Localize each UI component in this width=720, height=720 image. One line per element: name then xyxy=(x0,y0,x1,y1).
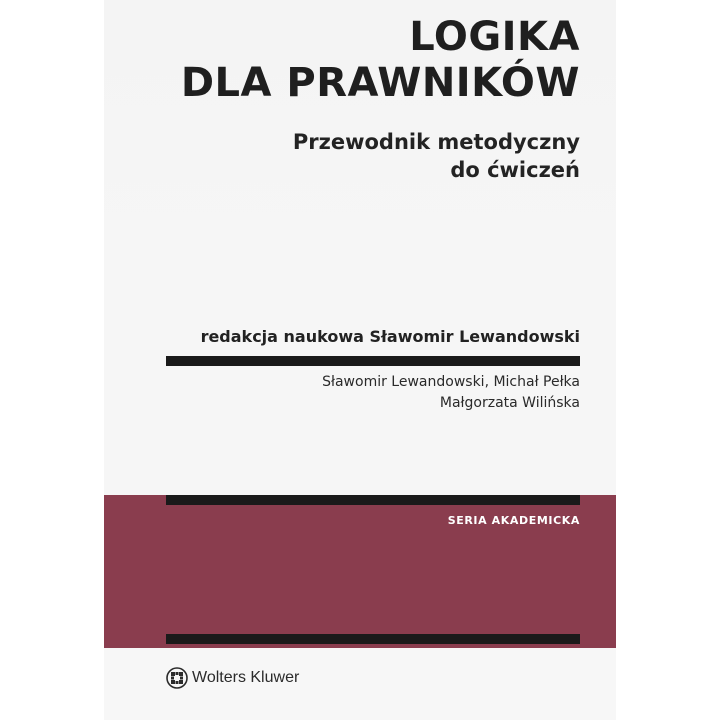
divider-rule-band-lower xyxy=(166,634,580,644)
authors xyxy=(322,372,580,414)
divider-rule-top xyxy=(166,356,580,366)
book-subtitle-line-1: Przewodnik metodyczny xyxy=(292,130,580,154)
scientific-editor: redakcja naukowa Sławomir Lewandowski xyxy=(200,327,580,346)
book-subtitle-line-2: do ćwiczeń xyxy=(450,158,580,182)
book-title-line-1: LOGIKA xyxy=(409,14,580,60)
publisher-name: Wolters Kluwer xyxy=(192,669,300,686)
book-title-line-2: DLA PRAWNIKÓW xyxy=(180,60,580,106)
publisher xyxy=(166,666,299,690)
authors-line-2: Małgorzata Wilińska xyxy=(439,395,580,411)
book-subtitle xyxy=(293,128,580,184)
series-label: SERIA AKADEMICKA xyxy=(447,514,580,527)
divider-rule-band-upper xyxy=(166,495,580,505)
authors-line-1: Sławomir Lewandowski, Michał Pełka xyxy=(322,374,580,390)
series-band xyxy=(104,495,616,648)
wolters-kluwer-logo-icon xyxy=(166,667,188,689)
book-title xyxy=(181,14,580,106)
